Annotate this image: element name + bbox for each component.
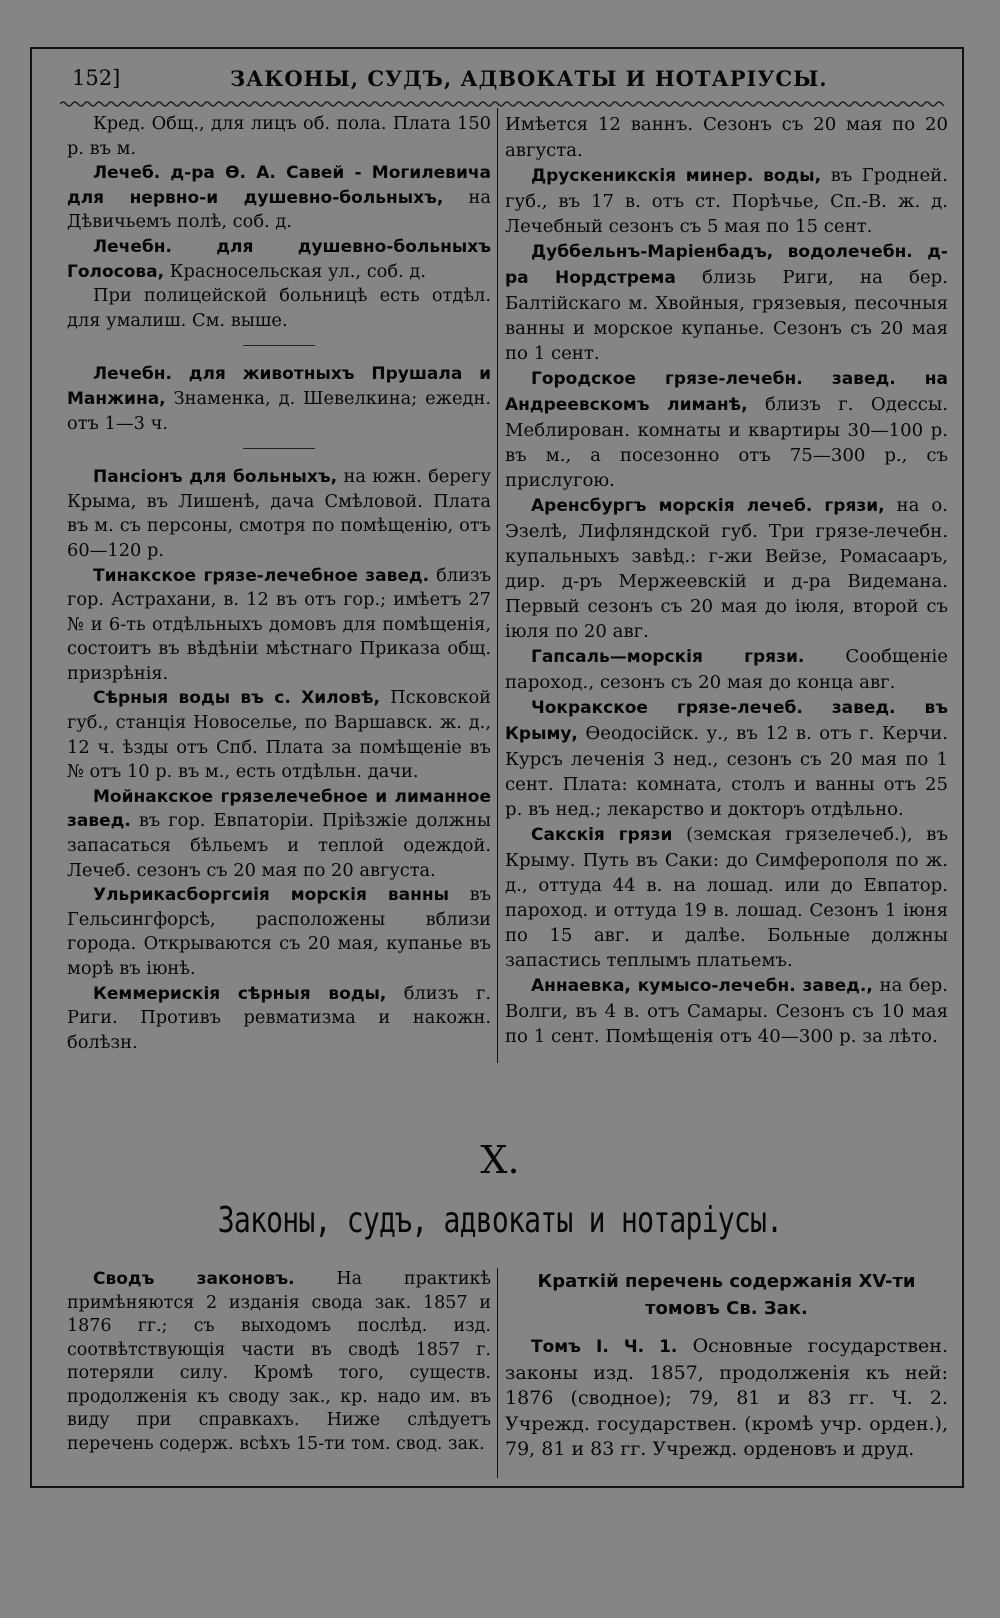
right-column xyxy=(505,112,948,1049)
left-column xyxy=(67,112,491,1055)
entry: Друскеникскія минер. воды, въ Гродней. губ., въ 17 в. отъ ст. Порѣчье, Сп.-В. ж. д. Лечебный сезонъ съ 5 мая по 15 сент. xyxy=(505,165,948,237)
frame-bottom-rule xyxy=(30,1486,964,1488)
entry: Пансіонъ для больныхъ, на южн. берегу Крыма, въ Лишенѣ, дача Смѣловой. Плата въ м. съ персоны, смотря по помѣщенію, отъ 60—120 р. xyxy=(67,466,491,561)
lower-right-column xyxy=(505,1268,948,1463)
entry: Сводъ законовъ. На практикѣ примѣняются 2 изданія свода зак. 1857 и 1876 гг.; съ выходомъ послѣд. изд. соотвѣтствующія части въ сводѣ 1857 г. потеряли силу. Кромѣ того, существ. продолженія къ своду зак., кр. надо им. въ виду при справкахъ. Ниже слѣдуетъ перечень содерж. всѣхъ 15-ти том. свод. зак. xyxy=(67,1269,491,1454)
entry: Городское грязе-лечебн. завед. на Андреевскомъ лиманѣ, близъ г. Одессы. Меблирован. комнаты и квартиры 30—100 р. въ м., а посезонно отъ 75—300 р., съ прислугою. xyxy=(505,369,948,491)
entry: Томъ I. Ч. 1. Основные государствен. законы изд. 1857, продолженія къ ней: 1876 (сводное); 79, 81 и 83 гг. Ч. 2. Учрежд. государствен. (кромѣ учр. орден.), 79, 81 и 83 гг. Учрежд. орденовъ и друд. xyxy=(505,1335,948,1460)
running-head: ЗАКОНЫ, СУДЪ, АДВОКАТЫ И НОТАРІУСЫ. xyxy=(230,66,828,91)
entry: Кеммерискія сѣрныя воды, близъ г. Риги. Противъ ревматизма и накожн. болѣзн. xyxy=(67,982,492,1053)
section-number: X. xyxy=(480,1138,520,1182)
entry: Лечеб. д-ра Ѳ. А. Савей - Могилевича для нервно-и душевно-больныхъ, на Дѣвичьемъ полѣ, соб. д. xyxy=(67,163,492,233)
lower-column-divider xyxy=(497,1268,498,1478)
entry: При полицейской больницѣ есть отдѣл. для умалиш. См. выше. xyxy=(67,285,491,331)
entry: Кред. Общ., для лицъ об. пола. Плата 150 р. въ м. xyxy=(67,113,491,159)
entry: Тинакское грязе-лечебное завед. близъ гор. Астрахани, в. 12 въ отъ гор.; имѣетъ 27 № и 6-ть отдѣльныхъ домовъ для помѣщенія, состоитъ въ вѣдѣніи мѣстнаго Приказа общ. призрѣнія. xyxy=(67,564,492,684)
entry: Лечебн. для животныхъ Прушала и Манжина, Знаменка, д. Шевелкина; ежедн. отъ 1—3 ч. xyxy=(67,364,491,434)
entry: Сѣрныя воды въ с. Хиловѣ, Псковской губ., станція Новоселье, по Варшавск. ж. д., 12 ч. ѣзды отъ Спб. Плата за помѣщеніе въ № отъ 10 р. въ м., есть отдѣльн. дачи. xyxy=(67,687,492,783)
separator-rule xyxy=(243,345,315,346)
frame-right-rule xyxy=(962,47,964,1488)
separator-rule xyxy=(243,448,315,449)
frame-top-rule xyxy=(30,47,964,49)
entry: Аренсбургъ морскія лечеб. грязи, на о. Эзелѣ, Лифляндской губ. Три грязе-лечебн. купальныхъ завѣд.: г-жи Вейзе, Ромасааръ, дир. д-ръ Мержеевскій и д-ра Видемана. Первый сезонъ съ 20 мая до іюля, второй съ іюля по 20 авг. xyxy=(505,495,948,642)
entry: Мойнакское грязелечебное и лиманное завед. въ гор. Евпаторіи. Пріѣзжіе должны запасаться бѣльемъ и теплой одеждой. Лечеб. сезонъ съ 20 мая по 20 августа. xyxy=(67,786,491,881)
entry: Чокракское грязе-лечеб. завед. въ Крыму, Ѳеодосійск. у., въ 12 в. отъ г. Керчи. Курсъ леченія 3 нед., сезонъ съ 20 мая по 1 сент. Плата: комната, столъ и ванны отъ 25 р. въ нед.; лекарство и докторъ отдѣльно. xyxy=(505,698,948,820)
page-number: 152] xyxy=(72,66,121,90)
entry: Гапсаль—морскія грязи. Сообщеніе пароход., сезонъ съ 20 мая до конца авг. xyxy=(505,646,948,693)
entry: Ульрикасборгсиія морскія ванны въ Гельсингфорсѣ, расположены вблизи города. Открываются съ 20 мая, купанье въ морѣ въ іюнѣ. xyxy=(67,884,492,979)
frame-left-rule xyxy=(30,47,32,1488)
page-header xyxy=(60,62,940,96)
lower-left-column xyxy=(67,1268,491,1456)
section-title: Законы, судъ, адвокаты и нотаріусы. xyxy=(217,1200,783,1241)
entry: Лечебн. для душевно-больныхъ Голосова, Красносельская ул., соб. д. xyxy=(67,236,491,282)
entry: Сакскія грязи (земская грязелечеб.), въ Крыму. Путь въ Саки: до Симферополя по ж. д., оттуда 44 в. на лошад. или до Евпатор. пароход. и оттуда 19 в. лошад. Сезонъ 1 іюня по 15 авг. и далѣе. Больные должны запастись теплымъ платьемъ. xyxy=(505,824,948,971)
wavy-divider xyxy=(60,98,944,110)
entry: Дуббельнъ-Маріенбадъ, водолечебн. д-ра Нордстрема близь Риги, на бер. Балтійскаго м. Хвойныя, грязевыя, песочныя ванны и морское купанье. Сезонъ съ 20 мая по 1 сент. xyxy=(505,242,948,364)
entry: Имѣется 12 ваннъ. Сезонъ съ 20 мая по 20 августа. xyxy=(505,114,948,161)
entry: Аннаевка, кумысо-лечебн. завед., на бер. Волги, въ 4 в. отъ Самары. Сезонъ съ 10 мая по 1 сент. Помѣщенія отъ 40—300 р. за лѣто. xyxy=(505,975,948,1047)
column-divider xyxy=(497,108,498,1063)
subheading: Краткій перечень содержанія XV-ти томовъ Св. Зак. xyxy=(537,1271,916,1319)
